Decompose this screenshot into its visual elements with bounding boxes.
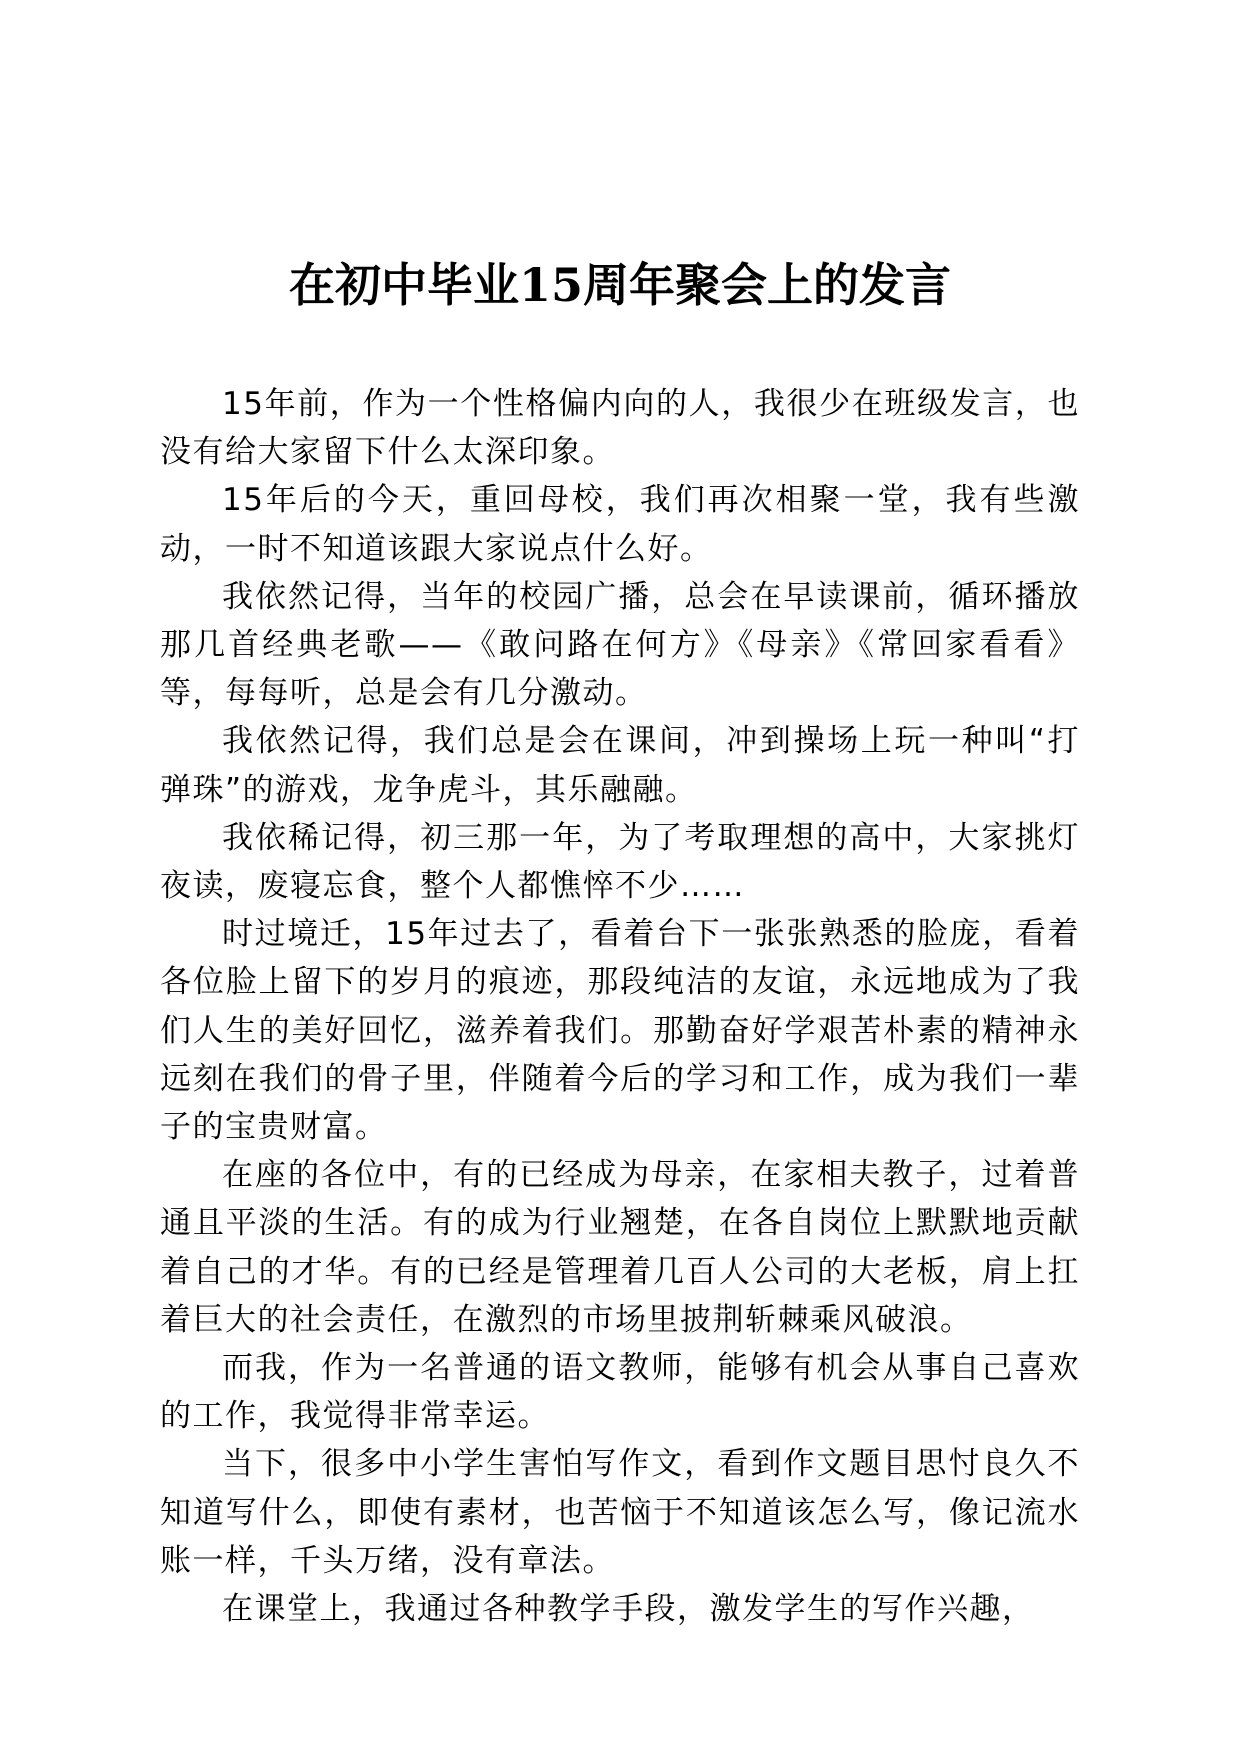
paragraph: 我依稀记得，初三那一年，为了考取理想的高中，大家挑灯夜读，废寝忘食，整个人都憔悴不少……	[160, 819, 1080, 905]
paragraph: 15年后的今天，重回母校，我们再次相聚一堂，我有些激动，一时不知道该跟大家说点什么好。	[160, 482, 1080, 567]
paragraph: 我依然记得，当年的校园广播，总会在早读课前，循环播放那几首经典老歌——《敢问路在何方》《母亲》《常回家看看》等，每每听，总是会有几分激动。	[160, 578, 1080, 712]
paragraph: 在课堂上，我通过各种教学手段，激发学生的写作兴趣，	[222, 1591, 1035, 1628]
paragraph: 而我，作为一名普通的语文教师，能够有机会从事自己喜欢的工作，我觉得非常幸运。	[160, 1350, 1080, 1435]
paragraph: 在座的各位中，有的已经成为母亲，在家相夫教子，过着普通且平淡的生活。有的成为行业翘楚，在各自岗位上默默地贡献着自己的才华。有的已经是管理着几百人公司的大老板，肩上扛着巨大的社会责任，在激烈的市场里披荆斩棘乘风破浪。	[160, 1157, 1080, 1338]
paragraph: 15年前，作为一个性格偏内向的人，我很少在班级发言，也没有给大家留下什么太深印象。	[160, 386, 1080, 471]
paragraph: 时过境迁，15年过去了，看着台下一张张熟悉的脸庞，看着各位脸上留下的岁月的痕迹，那段纯洁的友谊，永远地成为了我们人生的美好回忆，滋养着我们。那勤奋好学艰苦朴素的精神永远刻在我们的骨子里，伴随着今后的学习和工作，成为我们一辈子的宝贵财富。	[160, 916, 1080, 1146]
document-title: 在初中毕业15周年聚会上的发言	[288, 258, 951, 312]
paragraph: 我依然记得，我们总是会在课间，冲到操场上玩一种叫“打弹珠”的游戏，龙争虎斗，其乐融融。	[160, 723, 1080, 808]
document-body	[160, 380, 1080, 1633]
paragraph: 当下，很多中小学生害怕写作文，看到作文题目思忖良久不知道写什么，即使有素材，也苦恼于不知道该怎么写，像记流水账一样，千头万绪，没有章法。	[160, 1446, 1080, 1579]
